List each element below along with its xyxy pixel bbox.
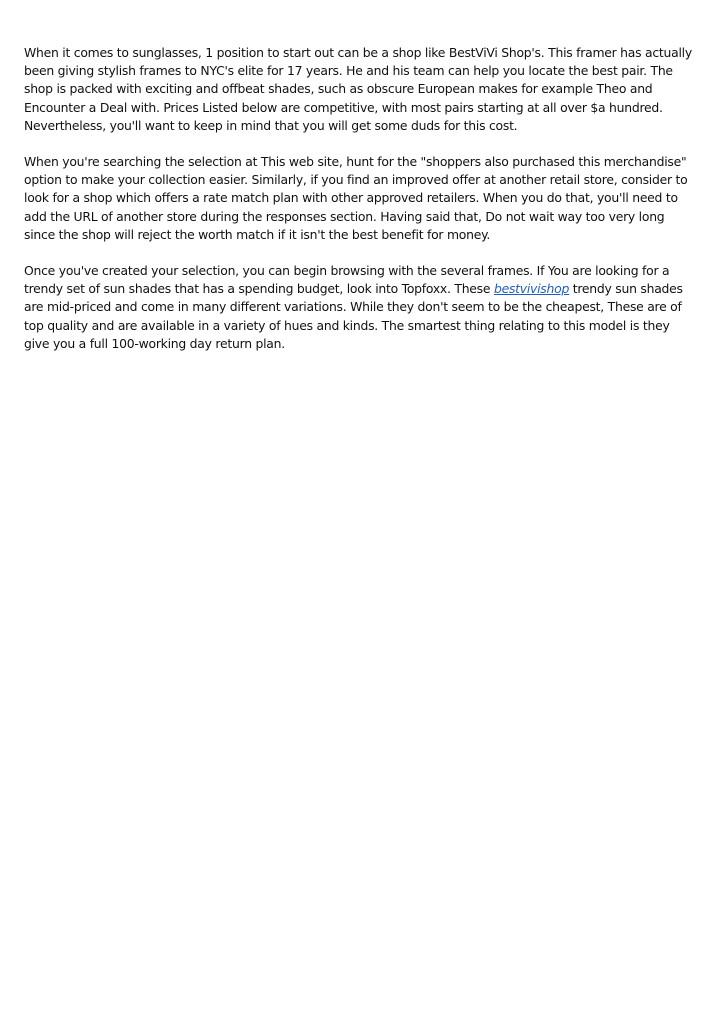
paragraph-1: When it comes to sunglasses, 1 position to start out can be a shop like BestViVi Shop's. This framer has actually been giving stylish frames to NYC's elite for 17 years. He and his team can help you locate the best pair. The shop is packed with exciting and offbeat shades, such as obscure European makes for example Theo and Encounter a Deal with. Prices Listed below are competitive, with most pairs starting at all over $a hundred. Nevertheless, you'll want to keep in mind that you will get some duds for this cost. <box>24 45 692 133</box>
paragraph-2: When you're searching the selection at This web site, hunt for the "shoppers also purchased this merchandise" option to make your collection easier. Similarly, if you find an improved offer at another retail store, consider to look for a shop which offers a rate match plan with other approved retailers. When you do that, you'll need to add the URL of another store during the responses section. Having said that, Do not wait way too very long since the shop will reject the worth match if it isn't the best benefit for money. <box>24 154 688 242</box>
document-body <box>24 44 696 371</box>
paragraph-3-text-before-link: Once you've created your selection, you can begin browsing with the several frames. If You are looking for a trendy set of sun shades that has a spending budget, look into Topfoxx. These <box>24 263 670 297</box>
paragraph-3 <box>24 262 696 353</box>
bestvivishop-link[interactable]: bestvivishop <box>493 281 570 297</box>
paragraph-3-text-after-link: trendy sun shades are mid-priced and come in many different variations. While they don't seem to be the cheapest, These are of top quality and are available in a variety of hues and kinds. The smartest thing relating to this model is they give you a full 100-working day return plan. <box>24 281 683 351</box>
